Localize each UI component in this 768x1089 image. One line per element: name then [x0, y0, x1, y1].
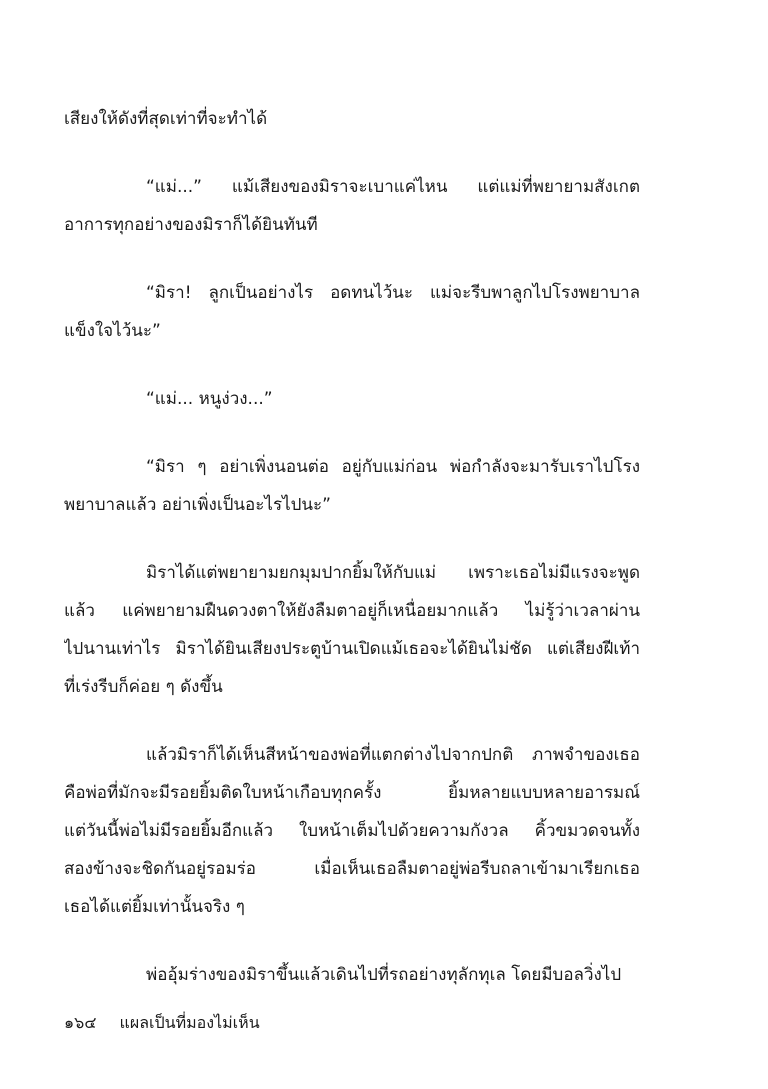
- paragraph: [64, 274, 640, 350]
- paragraph: [64, 956, 640, 994]
- text-line: พ่ออุ้มร่างของมิราขึ้นแล้วเดินไปที่รถอย่างทุลักทุเล โดยมีบอลวิ่งไป: [146, 965, 622, 985]
- text-line: “มิรา! ลูกเป็นอย่างไร อดทนไว้นะ แม่จะรีบพาลูกไปโรงพยาบาล: [146, 283, 640, 303]
- paragraph: [64, 448, 640, 524]
- paragraph-gap: [64, 706, 640, 736]
- paragraph-gap: [64, 138, 640, 168]
- text-line: แต่วันนี้พ่อไม่มีรอยยิ้มอีกแล้ว ใบหน้าเต็มไปด้วยความกังวล คิ้วขมวดจนทั้ง: [64, 821, 640, 841]
- paragraph: [64, 554, 640, 706]
- text-line: ไปนานเท่าไร มิราได้ยินเสียงประตูบ้านเปิดแม้เธอจะได้ยินไม่ชัด แต่เสียงฝีเท้า: [64, 639, 640, 659]
- paragraph-gap: [64, 418, 640, 448]
- text-line: แล้วมิราก็ได้เห็นสีหน้าของพ่อที่แตกต่างไปจากปกติ ภาพจำของเธอ: [146, 745, 640, 765]
- text-line: คือพ่อที่มักจะมีรอยยิ้มติดใบหน้าเกือบทุกครั้ง ยิ้มหลายแบบหลายอารมณ์: [64, 783, 640, 803]
- page-number: ๑๖๔: [64, 1013, 97, 1032]
- text-line: มิราได้แต่พยายามยกมุมปากยิ้มให้กับแม่ เพราะเธอไม่มีแรงจะพูด: [146, 563, 640, 583]
- book-title: แผลเป็นที่มองไม่เห็น: [119, 1013, 260, 1032]
- paragraph: [64, 736, 640, 926]
- text-line: “มิรา ๆ อย่าเพิ่งนอนต่อ อยู่กับแม่ก่อน พ่อกำลังจะมารับเราไปโรง: [146, 457, 640, 477]
- paragraph-gap: [64, 524, 640, 554]
- paragraph-gap: [64, 350, 640, 380]
- page-footer: [64, 1008, 260, 1038]
- paragraph: [64, 380, 640, 418]
- text-line: พยาบาลแล้ว อย่าเพิ่งเป็นอะไรไปนะ”: [64, 495, 331, 515]
- text-line: อาการทุกอย่างของมิราก็ได้ยินทันที: [64, 215, 318, 235]
- text-line: แข็งใจไว้นะ”: [64, 321, 161, 341]
- paragraph-gap: [64, 244, 640, 274]
- text-line: ที่เร่งรีบก็ค่อย ๆ ดังขึ้น: [64, 677, 223, 697]
- text-line: “แม่...” แม้เสียงของมิราจะเบาแค่ไหน แต่แม่ที่พยายามสังเกต: [146, 177, 640, 197]
- text-line: สองข้างจะชิดกันอยู่รอมร่อ เมื่อเห็นเธอลืมตาอยู่พ่อรีบถลาเข้ามาเรียกเธอ: [64, 859, 640, 879]
- body-text: [64, 100, 640, 994]
- text-line: แล้ว แค่พยายามฝืนดวงตาให้ยังลืมตาอยู่ก็เหนื่อยมากแล้ว ไม่รู้ว่าเวลาผ่าน: [64, 601, 640, 621]
- paragraph: [64, 168, 640, 244]
- text-line: เธอได้แต่ยิ้มเท่านั้นจริง ๆ: [64, 897, 245, 917]
- paragraph-gap: [64, 926, 640, 956]
- paragraph: [64, 100, 640, 138]
- text-line: เสียงให้ดังที่สุดเท่าที่จะทำได้: [64, 109, 268, 129]
- text-line: “แม่... หนูง่วง...”: [146, 389, 273, 409]
